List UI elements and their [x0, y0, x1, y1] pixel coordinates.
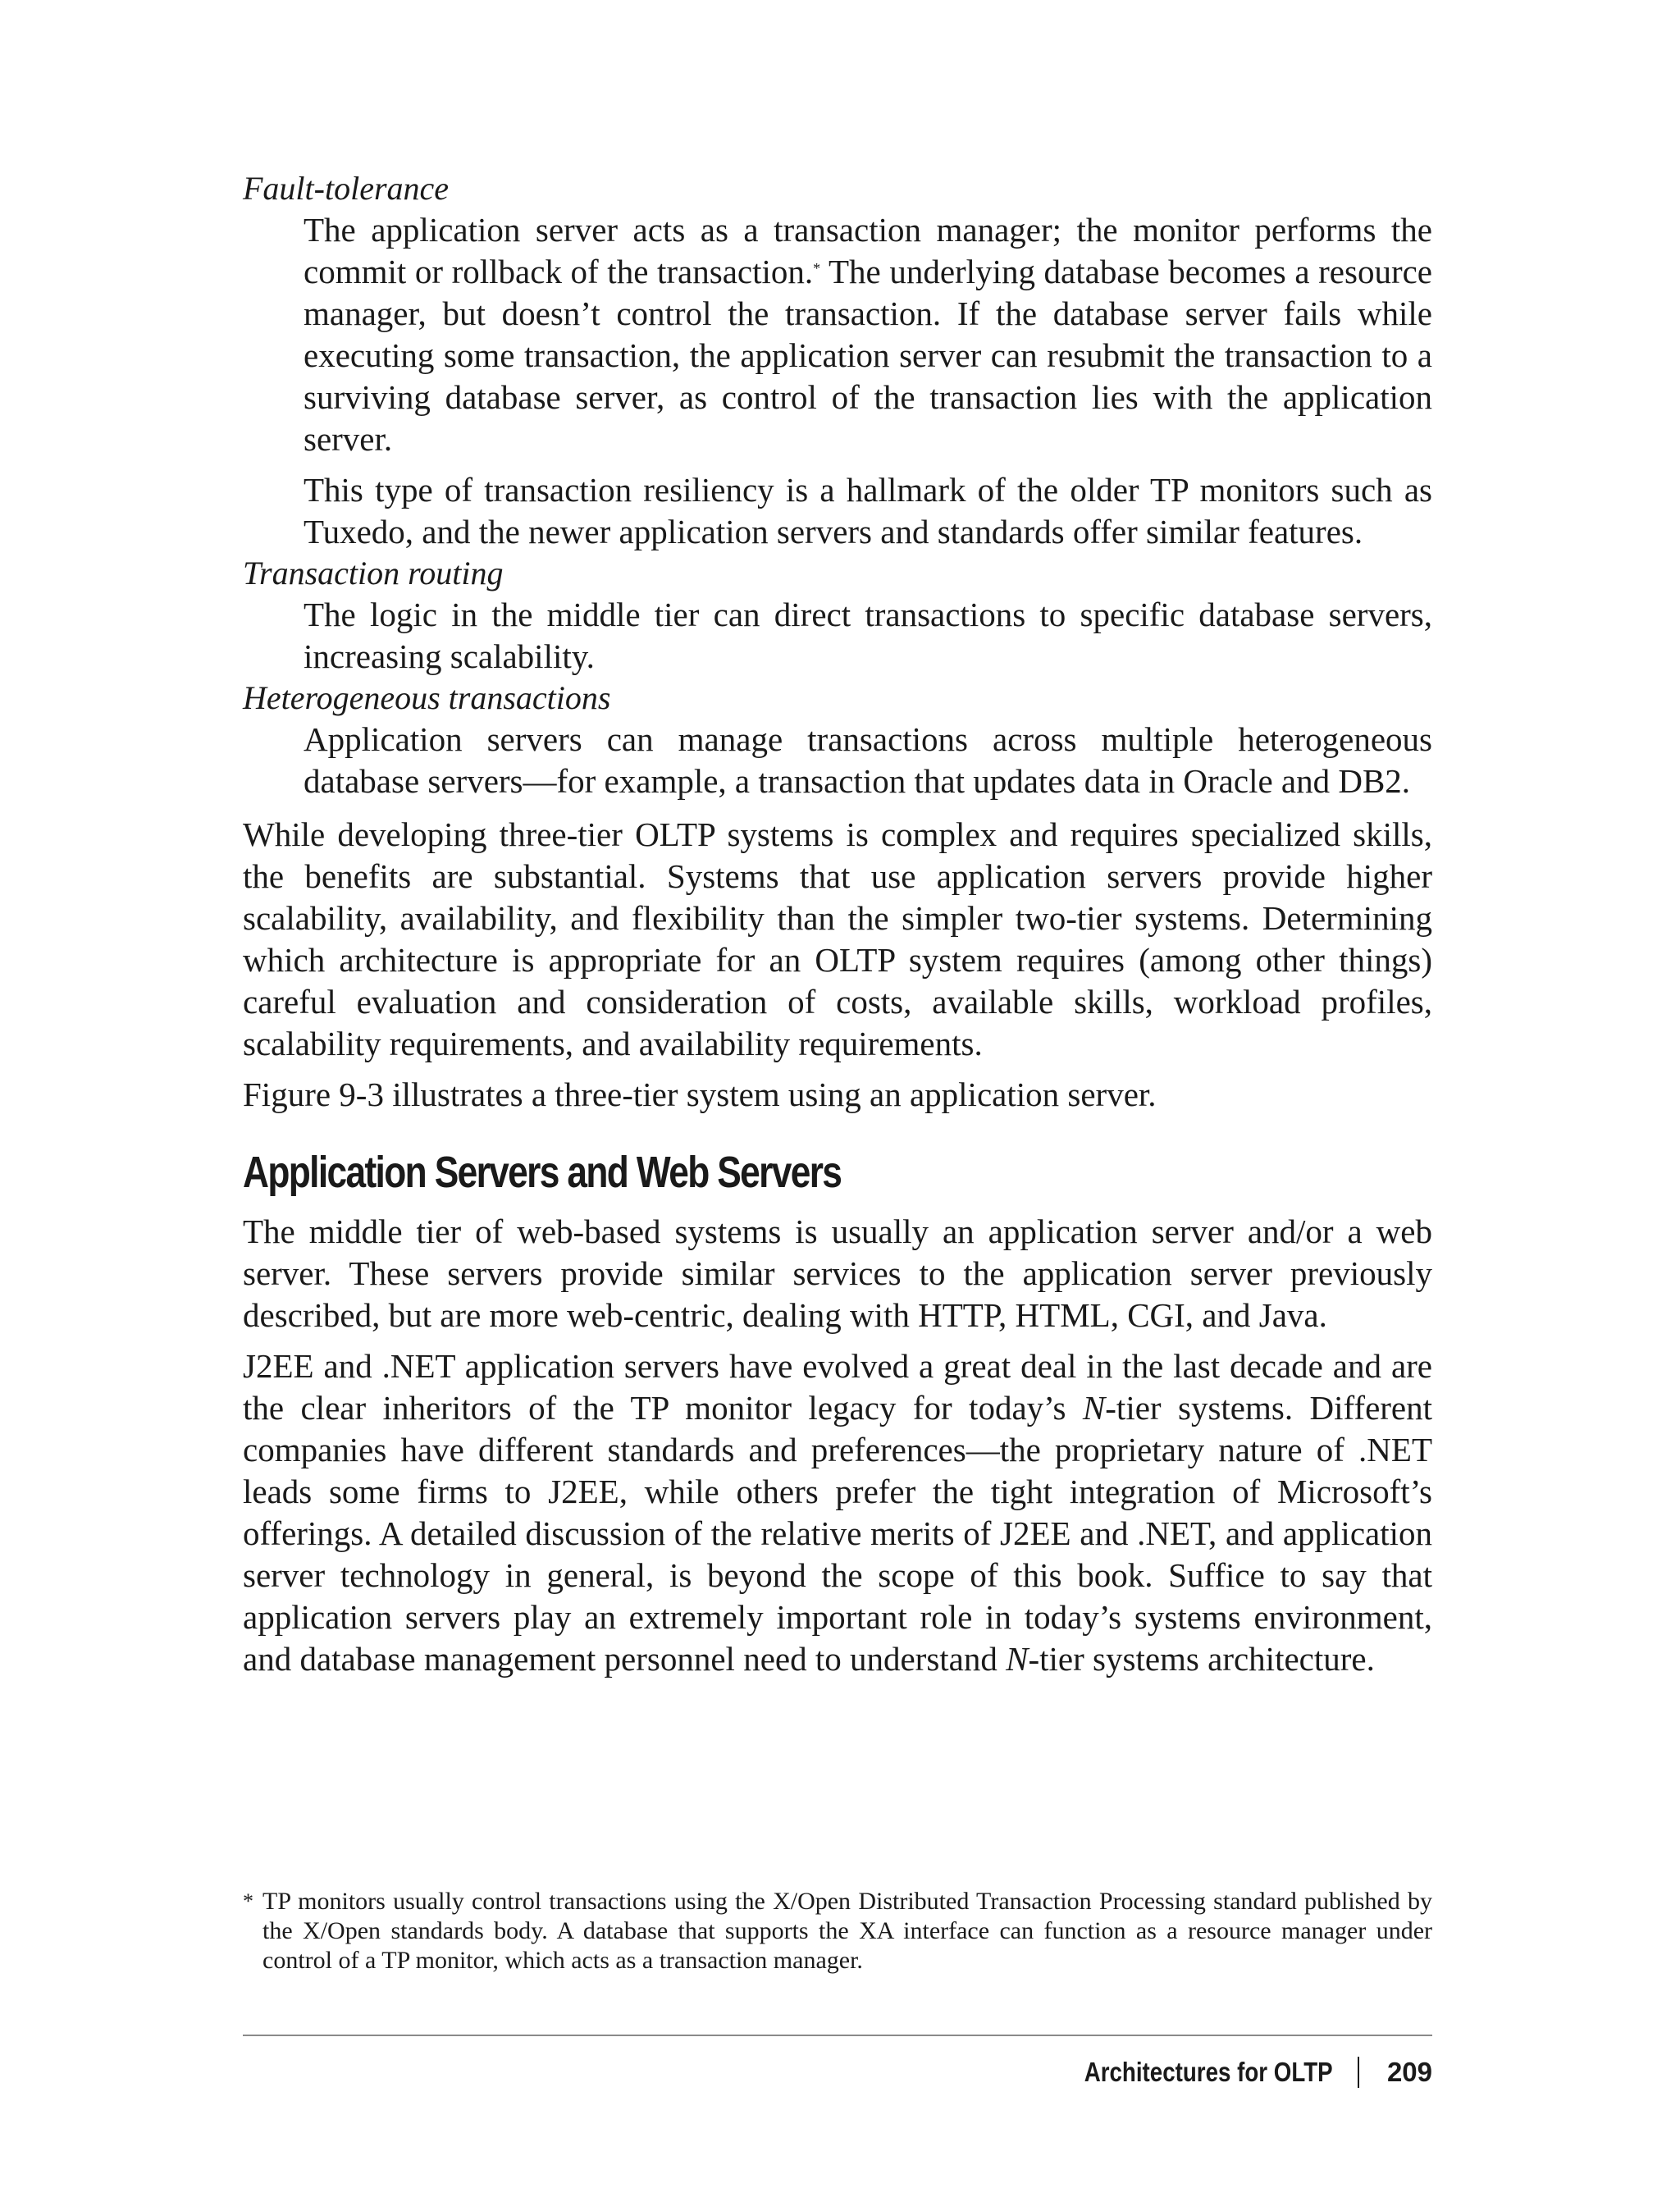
body-paragraph-three-tier: While developing three-tier OLTP systems is complex and requires specialized skills, the benefits are substantial. Systems that use application servers provide higher scalability, availability, and flexibility than the simpler two-tier systems. Determining which architecture is appropriate for an OLTP system requires (among other things) careful evaluation and consideration of costs, available skills, workload profiles, scalability requirements, and availability requirements. [243, 815, 1432, 1062]
page-body [243, 168, 1432, 1680]
section-paragraph-j2ee-net: J2EE and .NET application servers have evolved a great deal in the last decade and are the clear inheritors of the TP monitor legacy for today’s N-tier systems. Different companies have different standards and preferences—the proprietary nature of .NET leads some firms to J2EE, while others prefer the tight integration of Microsoft’s offerings. A detailed discussion of the relative merits of J2EE and .NET, and application server technology in general, is beyond the scope of this book. Suffice to say that application servers play an extremely important role in today’s systems environment, and database management personnel need to understand N-tier systems architecture. [243, 1347, 1433, 1678]
running-footer [1037, 2056, 1432, 2089]
definition-text-resiliency: This type of transaction resiliency is a hallmark of the older TP monitors such as Tuxedo, and the newer application servers and standards offer similar features. [304, 471, 1432, 550]
definition-term-heterogeneous-transactions: Heterogeneous transactions [243, 679, 611, 716]
footer-divider [243, 2035, 1432, 2036]
definition-text-heterogeneous-transactions: Application servers can manage transactions across multiple heterogeneous database servers—for example, a transaction that updates data in Oracle and DB2. [304, 720, 1432, 800]
definition-text-transaction-routing: The logic in the middle tier can direct transactions to specific database servers, increasing scalability. [304, 596, 1432, 675]
section-heading: Application Servers and Web Servers [243, 1148, 842, 1197]
page-number: 209 [1386, 2057, 1432, 2087]
definition-text-fault-tolerance: The application server acts as a transaction manager; the monitor performs the commit or rollback of the transaction.* The underlying database becomes a resource manager, but doesn’t control the transaction. If the database server fails while executing some transaction, the application server can resubmit the transaction to a surviving database server, as control of the transaction lies with the application server. [304, 211, 1432, 458]
body-paragraph-figure-ref: Figure 9-3 illustrates a three-tier system using an application server. [243, 1076, 1157, 1113]
definition-term-fault-tolerance: Fault-tolerance [243, 170, 450, 207]
section-paragraph-middle-tier: The middle tier of web-based systems is usually an application server and/or a web server. These servers provide similar services to the application server previously described, but are more web-centric, dealing with HTTP, HTML, CGI, and Java. [243, 1213, 1432, 1334]
footnote-marker: * [243, 1889, 253, 1913]
footnote [243, 1887, 1432, 1975]
footnote-text: TP monitors usually control transactions using the X/Open Distributed Transaction Processing standard published by the X/Open standards body. A database that supports the XA interface can function as a resource manager under control of a TP monitor, which acts as a transaction manager. [262, 1888, 1432, 1974]
footer-chapter-title: Architectures for OLTP [1084, 2057, 1333, 2087]
definition-term-transaction-routing: Transaction routing [243, 555, 504, 591]
footnote-reference[interactable]: * [813, 260, 821, 276]
footer-separator [1358, 2057, 1359, 2088]
